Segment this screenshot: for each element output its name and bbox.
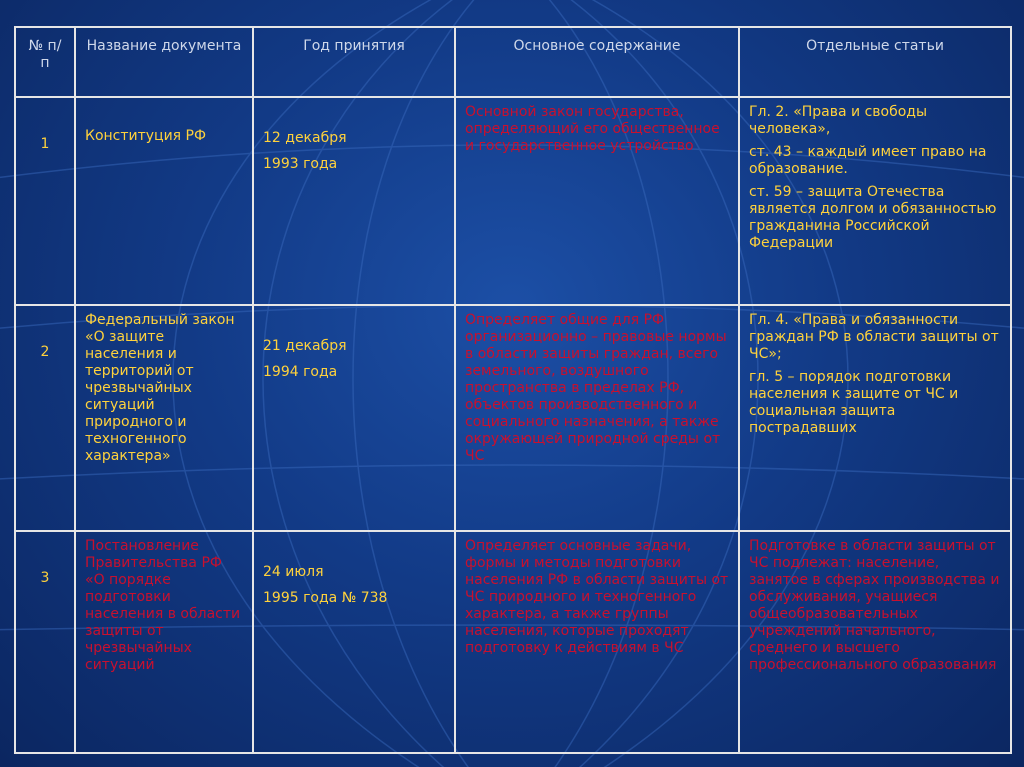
date-line: 24 июля bbox=[263, 564, 324, 580]
row-number: 2 bbox=[15, 305, 75, 531]
row-number: 3 bbox=[15, 531, 75, 753]
header-content: Основное содержание bbox=[455, 27, 739, 97]
table-row bbox=[15, 531, 1011, 753]
articles bbox=[739, 531, 1011, 753]
adoption-date bbox=[253, 97, 455, 305]
header-year: Год принятия bbox=[253, 27, 455, 97]
articles bbox=[739, 305, 1011, 531]
header-articles: Отдельные статьи bbox=[739, 27, 1011, 97]
adoption-date bbox=[253, 531, 455, 753]
articles bbox=[739, 97, 1011, 305]
row-number: 1 bbox=[15, 97, 75, 305]
article-item: гл. 5 – порядок подготовки населения к защите от ЧС и социальная защита пострадавших bbox=[749, 369, 959, 436]
date-line: 1994 года bbox=[263, 364, 338, 380]
date-line: 1993 года bbox=[263, 156, 338, 172]
table-header-row bbox=[15, 27, 1011, 97]
adoption-date bbox=[253, 305, 455, 531]
article-item: Гл. 4. «Права и обязанности граждан РФ в области защиты от ЧС»; bbox=[749, 312, 999, 362]
document-name: Конституция РФ bbox=[75, 97, 253, 305]
table-row bbox=[15, 97, 1011, 305]
article-item: ст. 43 – каждый имеет право на образование. bbox=[749, 144, 987, 177]
document-name: Федеральный закон «О защите населения и территорий от чрезвычайных ситуаций природного и техногенного характера» bbox=[75, 305, 253, 531]
documents-table bbox=[14, 26, 1012, 754]
article-item: ст. 59 – защита Отечества является долгом и обязанностью гражданина Российской Федерации bbox=[749, 184, 997, 251]
header-num: № п/п bbox=[15, 27, 75, 97]
date-line: 1995 года № 738 bbox=[263, 590, 388, 606]
main-content: Основной закон государства, определяющий его общественное и государственное устройство bbox=[455, 97, 739, 305]
date-line: 21 декабря bbox=[263, 338, 347, 354]
document-name: Постановление Правительства РФ «О порядке подготовки населения в области защиты от чрезвычайных ситуаций bbox=[75, 531, 253, 753]
header-name: Название документа bbox=[75, 27, 253, 97]
article-item: Подготовке в области защиты от ЧС подлежат: население, занятое в сферах производства и обслуживания, учащиеся общеобразовательных учреждений начального, среднего и высшего профессионального образования bbox=[749, 538, 1000, 673]
table-row bbox=[15, 305, 1011, 531]
article-item: Гл. 2. «Права и свободы человека», bbox=[749, 104, 928, 137]
date-line: 12 декабря bbox=[263, 130, 347, 146]
main-content: Определяет основные задачи, формы и методы подготовки населения РФ в области защиты от ЧС природного и техногенного характера, а также группы населения, которые проходят подготовку к действиям в ЧС bbox=[455, 531, 739, 753]
main-content: Определяет общие для РФ организационно – правовые нормы в области защиты граждан, всего земельного, воздушного пространства в пределах РФ, объектов производственного и социального назначения, а также окружающей природной среды от ЧС bbox=[455, 305, 739, 531]
